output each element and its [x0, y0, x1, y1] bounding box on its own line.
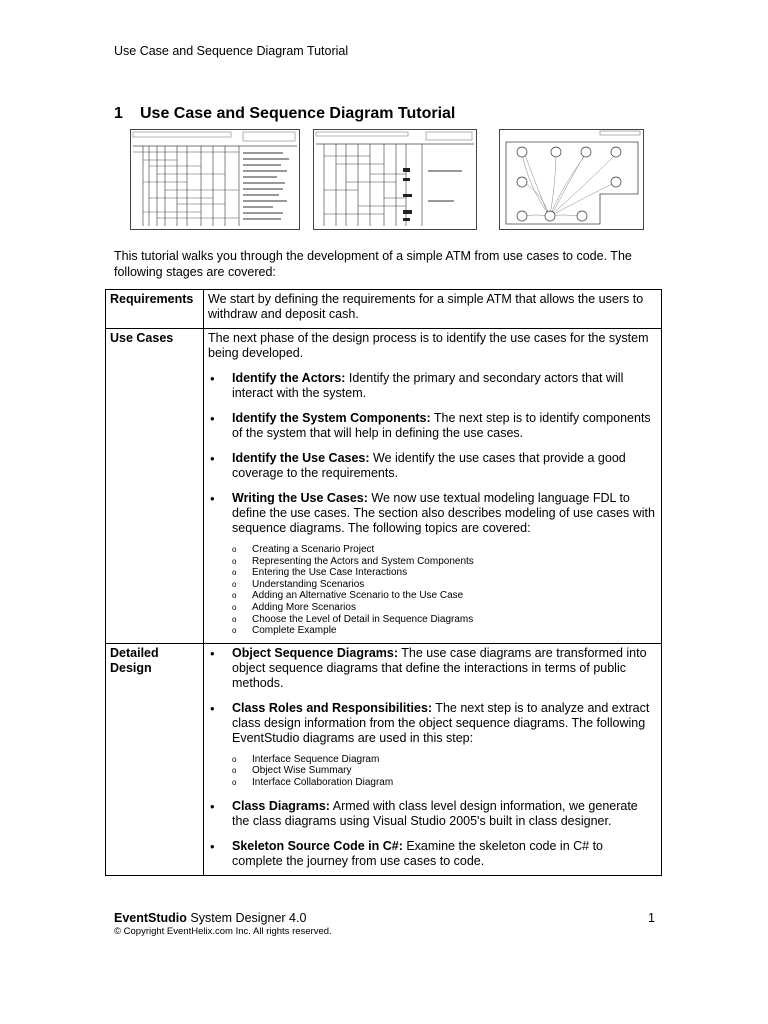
use-cases-intro: The next phase of the design process is to identify the use cases for the system being developed.	[208, 331, 649, 360]
footer-product-name: System Designer 4.0	[186, 911, 307, 925]
bullet-skeleton-code	[208, 839, 657, 869]
bullet-identify-actors	[208, 371, 657, 401]
bullet-writing-use-cases	[208, 491, 657, 536]
footer-brand-name: EventStudio	[114, 911, 187, 925]
list-item: o Understanding Scenarios	[232, 579, 657, 591]
section-heading	[114, 105, 455, 123]
bullet-object-sequence	[208, 646, 657, 691]
sequence-diagram-image	[131, 130, 299, 229]
bullet-class-diagrams	[208, 799, 657, 829]
bullet-text: Examine the skeleton code in C# to complete the journey from use cases to code.	[232, 838, 603, 868]
bullet-text: Armed with class level design information, we generate the class diagrams using Visual Studio 2005's built in class designer.	[232, 798, 638, 828]
class-roles-list	[232, 754, 657, 789]
bullet-title: Identify the Actors:	[232, 371, 346, 385]
bullet-text: Identify the primary and secondary actors that will interact with the system.	[232, 371, 624, 400]
bullet-identify-components	[208, 411, 657, 441]
page-number: 1	[648, 911, 655, 925]
object-sequence-thumbnail	[313, 129, 477, 230]
bullet-title: Identify the Use Cases:	[232, 451, 370, 465]
bullet-text: The next step is to identify components of the system that will help in defining the use cases.	[232, 411, 651, 440]
bullet-text: The next step is to analyze and extract class design information from the object sequence diagrams. The following EventStudio diagrams are used in this step:	[232, 700, 650, 745]
table-row-requirements	[106, 290, 662, 329]
use-cases-cell	[204, 329, 662, 644]
object-sequence-image	[314, 130, 476, 229]
intro-paragraph: This tutorial walks you through the development of a simple ATM from use cases to code. The following stages are covered:	[114, 249, 632, 279]
list-item: o Interface Sequence Diagram	[232, 754, 657, 766]
list-item: o Interface Collaboration Diagram	[232, 777, 657, 789]
running-header: Use Case and Sequence Diagram Tutorial	[114, 44, 349, 58]
table-row-detailed-design	[106, 643, 662, 875]
bullet-text: The use case diagrams are transformed into object sequence diagrams that define the interactions in terms of public methods.	[232, 645, 647, 690]
use-cases-label: Use Cases	[106, 329, 204, 644]
collaboration-diagram-thumbnail	[499, 129, 644, 230]
list-item: o Representing the Actors and System Components	[232, 556, 657, 568]
stages-table	[105, 289, 662, 876]
requirements-label: Requirements	[106, 290, 204, 329]
bullet-title: Skeleton Source Code in C#:	[232, 838, 403, 853]
list-item: o Creating a Scenario Project	[232, 544, 657, 556]
detailed-design-cell	[204, 643, 662, 875]
list-item: o Choose the Level of Detail in Sequence Diagrams	[232, 614, 657, 626]
topics-list	[232, 544, 657, 637]
table-row-use-cases	[106, 329, 662, 644]
collaboration-diagram-image	[500, 130, 643, 229]
bullet-text: We identify the use cases that provide a good coverage to the requirements.	[232, 451, 626, 480]
footer-copyright: © Copyright EventHelix.com Inc. All rights reserved.	[114, 926, 332, 937]
bullet-class-roles	[208, 701, 657, 746]
detailed-design-label: Detailed Design	[106, 643, 204, 875]
sequence-diagram-thumbnail	[130, 129, 300, 230]
list-item: o Adding an Alternative Scenario to the Use Case	[232, 590, 657, 602]
bullet-title: Object Sequence Diagrams:	[232, 645, 399, 660]
list-item: o Entering the Use Case Interactions	[232, 567, 657, 579]
requirements-text: We start by defining the requirements for a simple ATM that allows the users to withdraw and deposit cash.	[204, 290, 662, 329]
list-item: o Complete Example	[232, 625, 657, 637]
bullet-title: Writing the Use Cases:	[232, 491, 368, 505]
section-number: 1	[114, 105, 123, 122]
bullet-title: Class Diagrams:	[232, 798, 330, 813]
bullet-identify-use-cases	[208, 451, 657, 481]
list-item: o Object Wise Summary	[232, 765, 657, 777]
bullet-text: We now use textual modeling language FDL to define the use cases. The section also describes modeling of use cases with sequence diagrams. The following topics are covered:	[232, 491, 655, 535]
bullet-title: Identify the System Components:	[232, 411, 431, 425]
footer-product	[114, 911, 306, 925]
bullet-title: Class Roles and Responsibilities:	[232, 700, 433, 715]
section-title: Use Case and Sequence Diagram Tutorial	[140, 105, 456, 122]
list-item: o Adding More Scenarios	[232, 602, 657, 614]
